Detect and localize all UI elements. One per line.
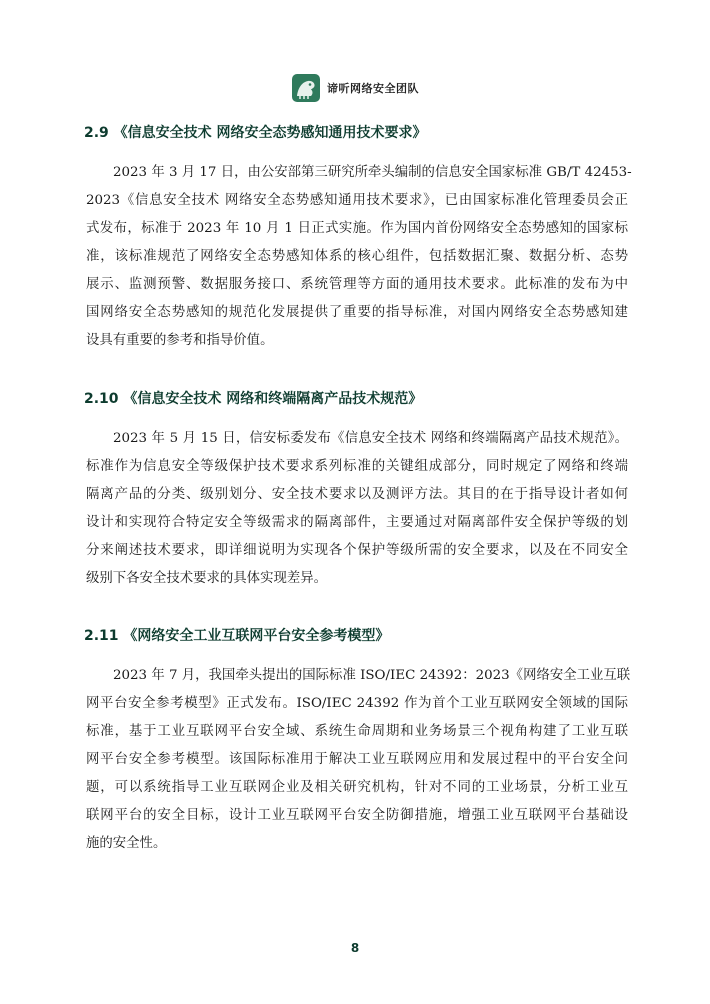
paragraph-line: 施的安全性。: [86, 836, 167, 851]
section-body-2-10: [86, 425, 628, 593]
paragraph-line: 2023 年 3 月 17 日，由公安部第三研究所牵头编制的信息安全国家标准 GB/T 42453-: [113, 165, 632, 180]
paragraph-line: 式发布，标准于 2023 年 10 月 1 日正式实施。作为国内首份网络安全态势感知的国家标: [86, 221, 628, 236]
section-title-2-10: 2.10 《信息安全技术 网络和终端隔离产品技术规范》: [84, 391, 423, 407]
paragraph-line: 设具有重要的参考和指导价值。: [86, 333, 274, 348]
team-logo-icon: [291, 73, 321, 103]
paragraph-line: 标准作为信息安全等级保护技术要求系列标准的关键组成部分，同时规定了网络和终端: [86, 459, 628, 474]
paragraph-line: 国网络安全态势感知的规范化发展提供了重要的指导标准，对国内网络安全态势感知建: [86, 305, 628, 320]
paragraph-line: 题，可以系统指导工业互联网企业及相关研究机构，针对不同的工业场景，分析工业互: [86, 780, 628, 795]
paragraph-line: 分来阐述技术要求，即详细说明为实现各个保护等级所需的安全要求，以及在不同安全: [86, 543, 628, 558]
paragraph-line: 标准，基于工业互联网平台安全域、系统生命周期和业务场景三个视角构建了工业互联: [86, 724, 628, 739]
paragraph-line: 联网平台的安全目标，设计工业互联网平台安全防御措施，增强工业互联网平台基础设: [86, 808, 628, 823]
paragraph-line: 隔离产品的分类、级别划分、安全技术要求以及测评方法。其目的在于指导设计者如何: [86, 487, 628, 502]
paragraph-line: 设计和实现符合特定安全等级需求的隔离部件，主要通过对隔离部件安全保护等级的划: [86, 515, 628, 530]
section-body-2-11: [86, 662, 631, 858]
paragraph-line: 2023《信息安全技术 网络安全态势感知通用技术要求》，已由国家标准化管理委员会正: [86, 193, 628, 208]
paragraph-line: 展示、监测预警、数据服务接口、系统管理等方面的通用技术要求。此标准的发布为中: [86, 277, 628, 292]
page-number: 8: [350, 941, 360, 955]
section-title-2-11: 2.11 《网络安全工业互联网平台安全参考模型》: [84, 628, 390, 644]
paragraph-line: 2023 年 5 月 15 日，信安标委发布《信息安全技术 网络和终端隔离产品技术规范》。: [113, 431, 628, 446]
team-name: 谛听网络安全团队: [327, 82, 419, 95]
section-title-2-9: 2.9 《信息安全技术 网络安全态势感知通用技术要求》: [84, 125, 427, 141]
paragraph-line: 准，该标准规范了网络安全态势感知体系的核心组件，包括数据汇聚、数据分析、态势: [86, 249, 628, 264]
paragraph-line: 2023 年 7 月，我国牵头提出的国际标准 ISO/IEC 24392：2023《网络安全工业互联: [113, 668, 631, 683]
section-body-2-9: [86, 159, 632, 355]
page-header: [0, 70, 710, 106]
paragraph-line: 级别下各安全技术要求的具体实现差异。: [86, 571, 328, 586]
paragraph-line: 网平台安全参考模型》正式发布。ISO/IEC 24392 作为首个工业互联网安全领域的国际: [86, 696, 628, 711]
paragraph-line: 网平台安全参考模型。该国际标准用于解决工业互联网应用和发展过程中的平台安全问: [86, 752, 628, 767]
